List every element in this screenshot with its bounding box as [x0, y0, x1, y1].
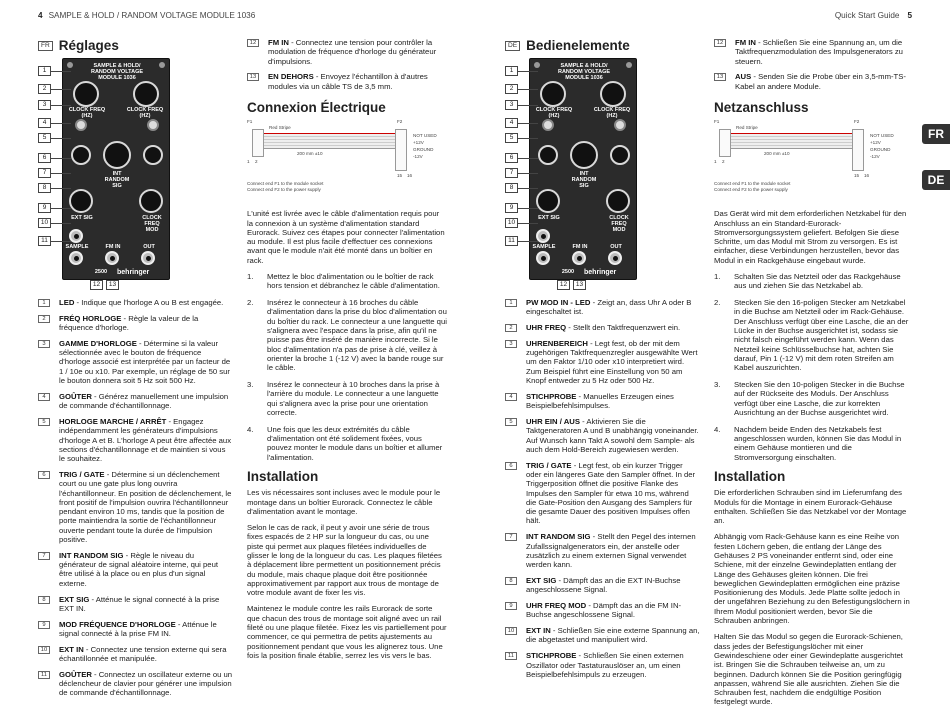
connector-f2	[852, 129, 864, 171]
screw-icon	[67, 62, 73, 68]
left-page-number: 4	[38, 11, 43, 20]
int-random-label: INT RANDOM SIG	[571, 171, 597, 189]
legend-item: 10 EXT IN - Schließen Sie eine externe Spannung an, die abgetastet und manipuliert wird.	[505, 626, 700, 645]
callout-2: 2	[505, 84, 518, 94]
fm-in-jack[interactable]	[572, 251, 586, 265]
clock-freq-b-knob[interactable]	[133, 81, 159, 107]
connector-f1	[252, 129, 264, 157]
sample-label: SAMPLE	[65, 244, 89, 250]
legend-item: 8 EXT SIG - Dämpft das an die EXT IN-Buchse angeschlossene Signal.	[505, 576, 700, 595]
callout-12: 12	[557, 280, 570, 290]
clock-a-label: CLOCK FREQ (HZ)	[535, 107, 573, 119]
callout-line	[51, 71, 71, 72]
step-item: 2. Insérez le connecteur à 16 broches du câble d'alimentation dans la prise du bloc d'alimentation ou du boîtier du rack. Le connecteur a une languette qui s'alignera avec l'espace dans la prise, afin qu'il ne puisse pas être inséré de manière incorrecte. Si le bloc d'alimentation n'a pas de prise à clé, veillez à orienter la broche 1 (-12 V) avec la bande rouge sur le câble.	[247, 298, 447, 373]
callout-4: 4	[38, 118, 51, 128]
fr-install-p2: Selon le cas de rack, il peut y avoir une série de trous fixes espacés de 2 HP sur la longueur du cas, ou une piste qui permet aux plaques filetées individuelles de glisser le long de la longueur du cas. Les plaques filetées à déplacement libre permettent un positionnement précis du module, mais chaque plaque doit être positionnée approximativement par rapport aux trous de montage de votre module avant de fixer les vis.	[247, 523, 442, 598]
callout-line	[51, 123, 71, 124]
sample-jack[interactable]	[536, 251, 550, 265]
callout-line	[518, 71, 538, 72]
out-jack[interactable]	[608, 251, 622, 265]
fr-legend-col1	[38, 298, 233, 704]
legend-item: 13 EN DEHORS - Envoyez l'échantillon à d'autres modules via un câble TS de 3,5 mm.	[247, 72, 447, 91]
fr-connexion-heading: Connexion Électrique	[247, 99, 386, 115]
connector-f2	[395, 129, 407, 171]
screw-icon	[534, 62, 540, 68]
callout-11: 11	[505, 236, 518, 246]
step-item: 1. Mettez le bloc d'alimentation ou le boîtier de rack hors tension et débranchez le câble d'alimentation.	[247, 272, 440, 291]
callout-12: 12	[90, 280, 103, 290]
de-install-p2: Abhängig vom Rack-Gehäuse kann es eine Reihe von festen Löchern geben, die entlang der Länge des Gehäuses 2 PS voneinander entfernt sind, oder eine Schiene, mit der einzelne Gewindeplatten entlang der Länge des Gehäuses gleiten können. Die frei beweglichen Gewindeplatten ermöglichen eine präzise Positionierung des Moduls. Jede Platte sollte jedoch in der ungefähren Beziehung zu den Befestigungslöchern in Ihrem Modul positioniert werden, bevor Sie die Schrauben anbringen.	[714, 532, 910, 626]
fm-in-jack[interactable]	[105, 251, 119, 265]
clock-freq-mod-label: CLOCK FREQ MOD	[609, 215, 629, 233]
callout-5: 5	[38, 133, 51, 143]
right-page-header	[835, 11, 912, 20]
badge-2500: 2500	[561, 269, 575, 275]
clock-b-label: CLOCK FREQ (HZ)	[126, 107, 164, 119]
callout-line	[51, 208, 71, 209]
de-module-diagram	[505, 58, 655, 293]
callout-5: 5	[505, 133, 518, 143]
badge-2500: 2500	[94, 269, 108, 275]
trig-gate-knob[interactable]	[538, 145, 558, 165]
callout-3: 3	[505, 100, 518, 110]
clock-mod-knob[interactable]	[143, 145, 163, 165]
legend-item: 13 AUS - Senden Sie die Probe über ein 3,5-mm-TS-Kabel an andere Module.	[714, 72, 910, 91]
callout-line	[518, 208, 538, 209]
ribbon-cable	[264, 133, 395, 149]
callout-line	[518, 123, 538, 124]
de-install-p3: Halten Sie das Modul so gegen die Eurorack-Schienen, dass jedes der Befestigungslöcher mit einer Gewindeschiene oder einer Gewindeplatte ausgerichtet ist. Bringen Sie die Schrauben teilweise an, um zu beginnen. Dadurch können Sie die Position geringfügig anpassen, während Sie alle ausrichten. Ziehen Sie die Schrauben fest, nachdem die endgültige Position festgelegt wurde.	[714, 632, 903, 707]
clock-freq-mod-knob[interactable]	[606, 189, 630, 213]
fr-install-p1: Les vis nécessaires sont incluses avec le module pour le montage dans un boîtier Eurorack. Connectez le câble d'alimentation avant le montage.	[247, 488, 441, 516]
de-power-cable-diagram: F1 F2 Red Stripe 200 mm ±10 1 2 15 16 NOT USED +12V GROUND -12V Connect end F1 to the module socket Connect end F2 to the power supply	[714, 119, 894, 193]
fr-install-p3: Maintenez le module contre les rails Eurorack de sorte que chacun des trous de montage soit aligné avec un rail fileté ou une plaque filetée. Fixez les vis partiellement pour commencer, ce qui permettra de petits ajustements au positionnement pendant que vous les alignerez tous. Une fois la position finale établie, serrez les vis vers le bas.	[247, 604, 447, 660]
de-col2	[714, 38, 910, 714]
step-item: 4. Une fois que les deux extrémités du câble d'alimentation ont été solidement fixées, vous pouvez monter le module dans un boîtier et allumer l'alimentation.	[247, 424, 443, 462]
callout-13: 13	[106, 280, 119, 290]
legend-item: 6 TRIG / GATE - Détermine si un déclenchement court ou une gate plus long ouvrira l'échantillonneur. En position de déclenchement, le front positif de l'impulsion ouvrira l'échantillonneur pendant environ 10 ms, tandis que la position de porte maintiendra la sortie de l'échantillonneur ouverte pendant toute la durée de l'impulsion positive.	[38, 470, 233, 544]
int-random-knob[interactable]	[103, 141, 131, 169]
out-jack[interactable]	[141, 251, 155, 265]
fm-in-label: FM IN	[105, 244, 121, 250]
step-item: 2. Stecken Sie den 16-poligen Stecker am Netzkabel in die Buchse am Netzteil oder im Rack-Gehäuse. Der Anschluss verfügt über eine Lasche, die an der Lücke in der Buchse ausgerichtet ist, sodass sie nicht falsch eingeführt werden kann. Wenn das Netzteil keine Schlüsselbuchse hat, achten Sie darauf, Pin 1 (-12 V) mit dem roten Streifen am Kabel auszurichten.	[714, 298, 909, 373]
screw-icon	[626, 62, 632, 68]
legend-item: 5 HORLOGE MARCHE / ARRÊT - Engagez indépendamment les générateurs d'impulsions d'horloge A et B. L'horloge A peut être affectée aux sections d'échantillonnage et de maintien si vous le souhaitez.	[38, 417, 233, 463]
panel-title: SAMPLE & HOLD/ RANDOM VOLTAGE MODULE 1036	[90, 63, 144, 81]
legend-item: 11 STICHPROBE - Schließen Sie einen externen Oszillator oder Tastaturauslöser an, um einen Beispielbefehlsimpuls zu erzeugen.	[505, 651, 700, 679]
legend-item: 10 EXT IN - Connectez une tension externe qui sera échantillonnée et manipulée.	[38, 645, 233, 664]
callout-6: 6	[38, 153, 51, 163]
left-page-header	[38, 11, 255, 20]
callout-line	[518, 105, 538, 106]
ext-in-jack[interactable]	[536, 229, 550, 243]
callout-6: 6	[505, 153, 518, 163]
out-label: OUT	[143, 244, 155, 250]
right-page-number: 5	[907, 11, 912, 20]
step-item: 4. Nachdem beide Enden des Netzkabels fest angeschlossen wurden, können Sie das Modul in einem Gehäuse montieren und die Stromversorgung einschalten.	[714, 424, 902, 462]
ext-sig-knob[interactable]	[69, 189, 93, 213]
callout-line	[518, 223, 538, 224]
clock-freq-a-knob[interactable]	[540, 81, 566, 107]
de-lang-box: DE	[505, 41, 520, 51]
fr-connexion-intro: L'unité est livrée avec le câble d'alimentation requis pour la connexion à un système d'alimentation standard Eurorack. Suivez ces étapes pour connecter l'alimentation au module. Il est plus facile d'effectuer ces connexions avant que le module n'ait été monté dans un boîtier en rack.	[247, 209, 445, 265]
sample-button[interactable]	[75, 119, 87, 131]
legend-item: 9 MOD FRÉQUENCE D'HORLOGE - Atténue le signal connecté à la prise FM IN.	[38, 620, 233, 639]
callout-7: 7	[38, 168, 51, 178]
callout-line	[518, 138, 538, 139]
callout-8: 8	[505, 183, 518, 193]
legend-item: 7 INT RANDOM SIG - Stellt den Pegel des internen Zufallssignalgenerators ein, der anstelle oder zusätzlich zu einem externen Signal verwendet werden kann.	[505, 532, 700, 569]
fr-lang-box: FR	[38, 41, 53, 51]
callout-3: 3	[38, 100, 51, 110]
step-item: 3. Stecken Sie den 10-poligen Stecker in die Buchse auf der Rückseite des Moduls. Der Anschluss verfügt über eine Lasche, die zur korrekten Ausrichtung an der Buchse ausgerichtet wird.	[714, 380, 905, 417]
clock-freq-mod-knob[interactable]	[139, 189, 163, 213]
ext-in-jack[interactable]	[69, 229, 83, 243]
left-page-title: SAMPLE & HOLD / RANDOM VOLTAGE MODULE 1036	[48, 11, 256, 20]
int-random-knob[interactable]	[570, 141, 598, 169]
callout-line	[518, 158, 538, 159]
callout-line	[51, 188, 71, 189]
clock-mod-knob[interactable]	[610, 145, 630, 165]
de-title: Bedienelemente	[526, 38, 630, 53]
legend-item: 2 FRÉQ HORLOGE - Règle la valeur de la fréquence d'horloge.	[38, 314, 233, 333]
module-panel	[62, 58, 170, 280]
fr-power-cable-diagram: F1 F2 Red Stripe 200 mm ±10 1 2 15 16 NOT USED +12V GROUND -12V Connect end F1 to the module socket Connect end F2 to the power supply	[247, 119, 437, 193]
legend-item: 9 UHR FREQ MOD - Dämpft das an die FM IN-Buchse angeschlossene Signal.	[505, 601, 700, 620]
connector-f1	[719, 129, 731, 157]
sample-label: SAMPLE	[532, 244, 556, 250]
behringer-logo: behringer	[584, 269, 617, 276]
sample-jack[interactable]	[69, 251, 83, 265]
clock-freq-b-knob[interactable]	[600, 81, 626, 107]
legend-item: 12 FM IN - Connectez une tension pour contrôler la modulation de fréquence d'horloge du générateur d'impulsions.	[247, 38, 447, 66]
callout-line	[518, 241, 538, 242]
clock-freq-mod-label: CLOCK FREQ MOD	[142, 215, 162, 233]
callout-line	[51, 223, 71, 224]
fr-title: Réglages	[58, 38, 119, 53]
callout-line	[51, 173, 71, 174]
step-item: 3. Insérez le connecteur à 10 broches dans la prise à l'arrière du module. Le connecteur a une languette qui s'alignera avec la prise pour une orientation correcte.	[247, 380, 440, 417]
sample-button[interactable]	[614, 119, 626, 131]
legend-item: 7 INT RANDOM SIG - Règle le niveau du générateur de signal aléatoire interne, qui peut être utilisé à la place ou en plus d'un signal externe.	[38, 551, 233, 588]
fm-in-label: FM IN	[572, 244, 588, 250]
ext-sig-label: EXT SIG	[538, 215, 560, 221]
panel-title: SAMPLE & HOLD/ RANDOM VOLTAGE MODULE 1036	[557, 63, 611, 81]
sample-button[interactable]	[542, 119, 554, 131]
clock-freq-a-knob[interactable]	[73, 81, 99, 107]
legend-item: 4 GOÛTER - Générez manuellement une impulsion de commande d'échantillonnage.	[38, 392, 233, 411]
ext-sig-label: EXT SIG	[71, 215, 93, 221]
fr-col2	[247, 38, 447, 667]
legend-item: 3 UHRENBEREICH - Legt fest, ob der mit dem zugehörigen Taktfrequenzregler ausgewählte Wert um den Faktor 1/10 oder x10 interpretiert wird. Zum Beispiel führt eine Einstellung von 50 am Knopf entweder zu 5 Hz oder 500 Hz.	[505, 339, 700, 385]
legend-item: 8 EXT SIG - Atténue le signal connecté à la prise EXT IN.	[38, 595, 233, 614]
callout-line	[518, 89, 538, 90]
side-tab-de[interactable]: DE	[922, 170, 950, 190]
legend-item: 11 GOÛTER - Connectez un oscillateur externe ou un déclencheur de clavier pour générer une impulsion de commande d'échantillonnage.	[38, 670, 233, 698]
callout-1: 1	[505, 66, 518, 76]
callout-10: 10	[505, 218, 518, 228]
right-page-title: Quick Start Guide	[834, 11, 900, 20]
fr-section-heading	[38, 38, 119, 53]
callout-line	[518, 173, 538, 174]
behringer-logo: behringer	[117, 269, 150, 276]
legend-item: 12 FM IN - Schließen Sie eine Spannung an, um die Taktfrequenzmodulation des Impulsgenerators zu steuern.	[714, 38, 910, 66]
legend-item: 3 GAMME D'HORLOGE - Détermine si la valeur sélectionnée avec le bouton de fréquence d'horloge associé est interprétée par un facteur de 1 / 10e ou x10. Par exemple, un réglage de 50 sur le bouton donnera soit 5 Hz soit 500 Hz.	[38, 339, 233, 385]
legend-item: 1 LED - Indique que l'horloge A ou B est engagée.	[38, 298, 233, 307]
callout-line	[51, 138, 71, 139]
callout-13: 13	[573, 280, 586, 290]
callout-line	[518, 188, 538, 189]
out-label: OUT	[610, 244, 622, 250]
sample-button[interactable]	[147, 119, 159, 131]
legend-item: 1 PW MOD IN - LED - Zeigt an, dass Uhr A oder B eingeschaltet ist.	[505, 298, 700, 317]
callout-2: 2	[38, 84, 51, 94]
callout-9: 9	[38, 203, 51, 213]
int-random-label: INT RANDOM SIG	[104, 171, 130, 189]
callout-11: 11	[38, 236, 51, 246]
de-install-heading: Installation	[714, 468, 786, 484]
trig-gate-knob[interactable]	[71, 145, 91, 165]
callout-line	[51, 105, 71, 106]
legend-item: 4 STICHPROBE - Manuelles Erzeugen eines Beispielbefehlsimpulses.	[505, 392, 700, 411]
clock-b-label: CLOCK FREQ (HZ)	[593, 107, 631, 119]
legend-item: 5 UHR EIN / AUS - Aktivieren Sie die Taktgeneratoren A und B unabhängig voneinander. Auf Wunsch kann Takt A sowohl dem Sample- als auch dem Hold-Bereich zugewiesen werden.	[505, 417, 700, 454]
fr-install-heading: Installation	[247, 468, 319, 484]
callout-10: 10	[38, 218, 51, 228]
step-item: 1. Schalten Sie das Netzteil oder das Rackgehäuse aus und ziehen Sie das Netzkabel ab.	[714, 272, 901, 291]
fr-module-diagram	[38, 58, 188, 293]
callout-9: 9	[505, 203, 518, 213]
module-panel	[529, 58, 637, 280]
callout-7: 7	[505, 168, 518, 178]
legend-item: 2 UHR FREQ - Stellt den Taktfrequenzwert ein.	[505, 323, 700, 332]
de-legend-col1	[505, 298, 700, 686]
legend-item: 6 TRIG / GATE - Legt fest, ob ein kurzer Trigger oder ein längeres Gate den Sampler öffnet. In der Triggerposition öffnet die positive Flanke des Impulses den Sampler für etwa 10 ms, während die Gate-Position den Ausgang des Samplers für die gesamte Dauer des positiven Impulses offen hält.	[505, 461, 700, 526]
de-section-heading	[505, 38, 630, 53]
ext-sig-knob[interactable]	[536, 189, 560, 213]
callout-4: 4	[505, 118, 518, 128]
de-netz-intro: Das Gerät wird mit dem erforderlichen Netzkabel für den Anschluss an ein Standard-Eurorack-Stromversorgungssystem geliefert. Befolgen Sie diese Schritte, um das Modul mit Strom zu versorgen. Es ist einfacher, diese Verbindungen herzustellen, bevor das Modul in ein Rackgehäuse eingebaut wurde.	[714, 209, 907, 265]
callout-line	[51, 89, 71, 90]
clock-a-label: CLOCK FREQ (HZ)	[68, 107, 106, 119]
side-tab-fr[interactable]: FR	[922, 124, 950, 144]
ribbon-cable	[731, 133, 852, 149]
de-netz-heading: Netzanschluss	[714, 99, 809, 115]
callout-line	[51, 158, 71, 159]
callout-1: 1	[38, 66, 51, 76]
callout-8: 8	[38, 183, 51, 193]
callout-line	[51, 241, 71, 242]
de-install-p1: Die erforderlichen Schrauben sind im Lieferumfang des Moduls für die Montage in einem Eurorack-Gehäuse enthalten. Schließen Sie das Netzkabel vor der Montage an.	[714, 488, 907, 526]
screw-icon	[159, 62, 165, 68]
